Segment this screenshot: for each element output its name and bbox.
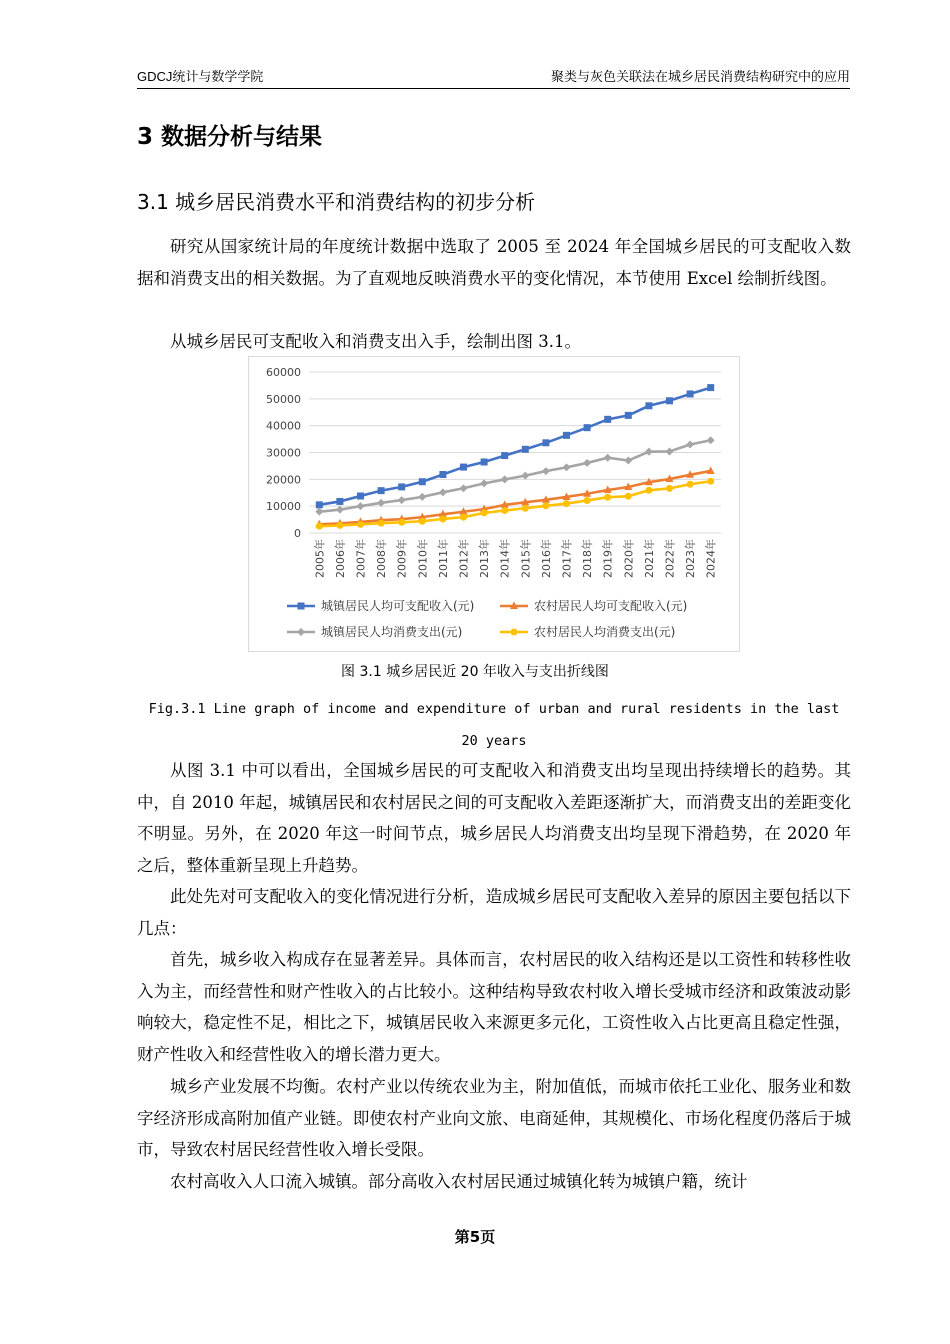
x-tick-label: 2021年: [642, 539, 656, 578]
x-tick-label: 2016年: [539, 539, 553, 578]
data-point: [439, 515, 446, 522]
x-tick-label: 2018年: [581, 539, 595, 578]
data-point: [298, 603, 305, 610]
legend-item: [500, 598, 687, 613]
data-point: [418, 493, 426, 501]
header-divider: [137, 88, 850, 89]
data-point: [521, 472, 529, 480]
x-tick-label: 2005年: [313, 539, 327, 578]
data-point: [604, 416, 611, 423]
data-point: [687, 390, 694, 397]
data-point: [522, 505, 529, 512]
paragraph-intro: 研究从国家统计局的年度统计数据中选取了 2005 至 2024 年全国城乡居民的可支配收入数据和消费支出的相关数据。为了直观地反映消费水平的变化情况，本节使用 Excel 绘制折线图。: [137, 237, 851, 288]
paragraph-reasons-intro: 此处先对可支配收入的变化情况进行分析，造成城乡居民可支配收入差异的原因主要包括以下几点：: [137, 887, 851, 938]
section-title: 3 数据分析与结果: [137, 124, 323, 150]
data-point: [297, 628, 305, 636]
data-point: [377, 499, 385, 507]
data-point: [686, 440, 694, 448]
data-point: [439, 471, 446, 478]
data-point: [563, 500, 570, 507]
data-point: [707, 436, 715, 444]
data-point: [481, 509, 488, 516]
data-point: [378, 520, 385, 527]
x-tick-label: 2023年: [684, 539, 698, 578]
x-tick-label: 2011年: [436, 539, 450, 578]
data-point: [511, 629, 518, 636]
data-point: [419, 518, 426, 525]
data-point: [398, 496, 406, 504]
x-tick-label: 2019年: [601, 539, 615, 578]
data-point: [336, 498, 343, 505]
data-point: [398, 483, 405, 490]
x-tick-label: 2008年: [375, 539, 389, 578]
y-tick-label: 10000: [266, 500, 301, 514]
data-point: [707, 384, 714, 391]
x-tick-label: 2009年: [395, 539, 409, 578]
data-point: [604, 494, 611, 501]
chart-y-axis: [266, 366, 301, 540]
data-point: [687, 481, 694, 488]
data-point: [481, 458, 488, 465]
data-point: [625, 412, 632, 419]
legend-item: [500, 624, 675, 639]
figure-caption-en: Fig.3.1 Line graph of income and expenditure of urban and rural residents in the last 20 years: [148, 701, 840, 749]
chart-legend: [287, 598, 687, 639]
chart-x-axis: [312, 539, 717, 578]
data-point: [583, 459, 591, 467]
data-point: [624, 457, 632, 465]
data-point: [460, 464, 467, 471]
y-tick-label: 50000: [266, 392, 301, 406]
data-point: [419, 478, 426, 485]
data-point: [707, 478, 714, 485]
data-point: [645, 448, 653, 456]
page-header: [137, 66, 850, 86]
y-tick-label: 60000: [266, 366, 301, 379]
data-point: [501, 452, 508, 459]
x-tick-label: 2006年: [333, 539, 347, 578]
x-tick-label: 2012年: [457, 539, 471, 578]
x-tick-label: 2024年: [704, 539, 718, 578]
legend-label: 农村居民人均可支配收入(元): [534, 599, 688, 613]
line-chart-figure: [248, 356, 740, 652]
data-point: [501, 507, 508, 514]
data-point: [357, 521, 364, 528]
data-point: [439, 488, 447, 496]
x-tick-label: 2014年: [498, 539, 512, 578]
figure-caption-cn: 图 3.1 城乡居民近 20 年收入与支出折线图: [341, 664, 609, 680]
legend-item: [287, 624, 462, 639]
data-point: [645, 487, 652, 494]
header-right: 聚类与灰色关联法在城乡居民消费结构研究中的应用: [550, 69, 850, 84]
data-point: [542, 467, 550, 475]
subsection-title: 3.1 城乡居民消费水平和消费结构的初步分析: [137, 190, 536, 214]
legend-item: [287, 598, 474, 613]
y-tick-label: 0: [294, 527, 301, 540]
chart-series: [315, 384, 714, 530]
data-point: [584, 424, 591, 431]
legend-label: 城镇居民人均消费支出(元): [321, 625, 463, 639]
data-point: [501, 475, 509, 483]
paragraph-reason-2: 城乡产业发展不均衡。农村产业以传统农业为主，附加值低，而城市依托工业化、服务业和数字经济形成高附加值产业链。即使农村产业向文旅、电商延伸，其规模化、市场化程度仍落后于城市，导致农村居民经营性收入增长受限。: [137, 1077, 851, 1159]
data-point: [604, 454, 612, 462]
paragraph-reason-1: 首先，城乡收入构成存在显著差异。具体而言，农村居民的收入结构还是以工资性和转移性收入为主，而经营性和财产性收入的占比较小。这种结构导致农村收入增长受城市经济和政策波动影响较大，稳定性不足，相比之下，城镇居民收入来源更多元化，工资性收入占比更高且稳定性强，财产性收入和经营性收入的增长潜力更大。: [137, 950, 851, 1064]
header-left: GDCJ统计与数学学院: [137, 69, 264, 84]
data-point: [666, 447, 674, 455]
data-point: [563, 463, 571, 471]
data-point: [460, 514, 467, 521]
data-point: [316, 523, 323, 530]
data-point: [357, 502, 365, 510]
data-point: [563, 432, 570, 439]
line-chart: [249, 357, 739, 651]
data-point: [542, 502, 549, 509]
y-tick-label: 30000: [266, 446, 301, 460]
data-point: [336, 522, 343, 529]
data-point: [336, 506, 344, 514]
x-tick-label: 2015年: [519, 539, 533, 578]
data-point: [542, 439, 549, 446]
data-point: [398, 519, 405, 526]
x-tick-label: 2010年: [416, 539, 430, 578]
paragraph-figure-lead: 从城乡居民可支配收入和消费支出入手，绘制出图 3.1。: [170, 332, 581, 351]
data-point: [480, 479, 488, 487]
x-tick-label: 2017年: [560, 539, 574, 578]
legend-label: 城镇居民人均可支配收入(元): [321, 599, 475, 613]
data-point: [316, 501, 323, 508]
paragraph-reason-3: 农村高收入人口流入城镇。部分高收入农村居民通过城镇化转为城镇户籍，统计: [170, 1172, 748, 1191]
data-point: [357, 493, 364, 500]
data-point: [666, 397, 673, 404]
data-point: [378, 487, 385, 494]
data-point: [460, 484, 468, 492]
legend-label: 农村居民人均消费支出(元): [534, 625, 676, 639]
x-tick-label: 2022年: [663, 539, 677, 578]
y-tick-label: 20000: [266, 473, 301, 487]
data-point: [666, 485, 673, 492]
x-tick-label: 2020年: [622, 539, 636, 578]
paragraph-analysis: 从图 3.1 中可以看出，全国城乡居民的可支配收入和消费支出均呈现出持续增长的趋势。其中，自 2010 年起，城镇居民和农村居民之间的可支配收入差距逐渐扩大，而消费支出的差距变化不明显。另外，在 2020 年这一时间节点，城乡居民人均消费支出均呈现下滑趋势，在 2020 年之后，整体重新呈现上升趋势。: [137, 761, 851, 875]
data-point: [625, 493, 632, 500]
page-number: 第5页: [454, 1228, 496, 1246]
data-point: [584, 497, 591, 504]
data-point: [315, 508, 323, 516]
y-tick-label: 40000: [266, 419, 301, 433]
series-2: [315, 466, 714, 527]
x-tick-label: 2013年: [478, 539, 492, 578]
x-tick-label: 2007年: [354, 539, 368, 578]
data-point: [522, 446, 529, 453]
data-point: [645, 402, 652, 409]
